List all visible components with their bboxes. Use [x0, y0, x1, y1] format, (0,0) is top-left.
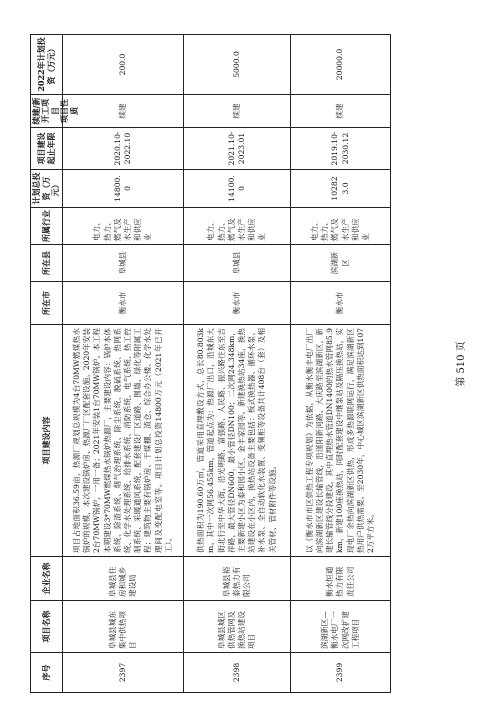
header-nature-line1: 续建/新开工项目 [31, 97, 60, 125]
cell-project-name: 滨湖新区—衡水电厂一次网改扩建工程项目 [291, 601, 391, 653]
cell-nature: 续建 [184, 95, 291, 128]
header-city: 所在市 [31, 282, 63, 325]
cell-nature: 续建 [291, 95, 391, 128]
cell-content: 供热面积为190.60万㎡，管道采用直埋敷设方式，总长80.803km。其中一次网56.455km，管道起点为：热源厂出口，沿城东大街北行至中华大街，沿光明路、富强路、人民路、振兴路往东至吉祥路，最大管径DN600，最小管径DN100；二次网24.348km，主要新建小区为泰和园小区、金丰家园等。新建换热站34座，换热站建设在小区内，换热站设备主要包括：板式换热器、循环水泵、补水泵、全自动软化水装置、变频柜等设备共计408台（套）及相关管材、管材附件等设施。 [184, 325, 291, 557]
page-number: 第 510 页 [456, 341, 467, 387]
cell-project-name: 阜城县城区供热管网及换热站建设项目 [184, 601, 291, 653]
cell-county: 阜城县 [184, 245, 291, 282]
table-header-row [31, 35, 63, 693]
cell-county: 滨湖新区 [291, 245, 391, 282]
cell-nature: 续建 [63, 95, 184, 128]
cell-company: 阜城县住房和城乡建设局 [63, 557, 184, 601]
cell-plan-2022: 20000.0 [291, 35, 391, 95]
cell-industry: 电力、热力、燃气及水生产和供应业 [291, 208, 391, 245]
header-county: 所在县 [31, 245, 63, 282]
cell-total-investment: 102823.0 [291, 170, 391, 208]
header-industry: 所属行业 [31, 208, 63, 245]
header-total-investment: 计划总投资（万元） [31, 170, 63, 208]
cell-city: 衡水市 [184, 282, 291, 325]
cell-city: 衡水市 [291, 282, 391, 325]
table-row [63, 35, 184, 693]
cell-content: 以《衡水市市区供热工程专项规划》为依据，从衡水衡丰电厂出厂向滨湖新区建设长输管线，沿滏阳新河路、大庆路至滨湖新区，新建长输管线分段建设，其中直埋热水管道DN1400的热水管网85.9km，新建100座换热站，同时配套建设中继泵站及隔压换热站，实现电厂余热向滨湖新区供热，形成多热源联网运行，满足滨湖新区热用户供热需要。至2030年，中心城区滨湖新区供热面积达到1072万平方米。 [291, 325, 391, 557]
cell-period: 2020.10-2022.10 [63, 128, 184, 170]
cell-plan-2022: 200.0 [63, 35, 184, 95]
header-content: 项目建设内容 [31, 325, 63, 557]
project-table [30, 34, 391, 693]
cell-seq: 2398 [184, 653, 291, 693]
cell-project-name: 阜城县城东集中供热项目 [63, 601, 184, 653]
cell-period: 2019.10-2030.12 [291, 128, 391, 170]
cell-county: 阜城县 [63, 245, 184, 282]
cell-company: 衡水恒通热力有限责任公司 [291, 557, 391, 601]
header-seq: 序号 [31, 653, 63, 693]
header-project-name: 项目名称 [31, 601, 63, 653]
header-nature-line2: 项目性质 [59, 99, 79, 123]
header-company: 企业名称 [31, 557, 63, 601]
cell-period: 2021.10-2023.01 [184, 128, 291, 170]
cell-industry: 电力、热力、燃气及水生产和供应业 [184, 208, 291, 245]
cell-total-investment: 14100.0 [184, 170, 291, 208]
cell-seq: 2399 [291, 653, 391, 693]
cell-plan-2022: 5000.0 [184, 35, 291, 95]
cell-industry: 电力、热力、燃气及水生产和供应业 [63, 208, 184, 245]
cell-seq: 2397 [63, 653, 184, 693]
header-period: 项目建设起止年限 [31, 128, 63, 170]
cell-company: 阜城县裕泰热力有限公司 [184, 557, 291, 601]
cell-city: 衡水市 [63, 282, 184, 325]
cell-total-investment: 14800.0 [63, 170, 184, 208]
header-project-nature [31, 95, 79, 128]
table-row [184, 35, 291, 693]
table-row [291, 35, 391, 693]
header-plan-2022: 2022年计划投资（万元） [31, 35, 63, 95]
cell-content: 项目占地面积36.59亩，热源厂规划总规模为4台70MW燃煤热水锅炉的规模，本次建设锅炉房、热源厂厂区配套设施。2020年安装2台70MW锅炉，一用一备；2021年安装1台70MW锅炉。本工程本期建设3*70MW燃煤热水锅炉热源厂，主要建设内容：锅炉本体系统、除渣系统、烟气治理系统、除尘系统、脱硫系统、热网系统、化学水处理系统、给排水系统、消防系统、电气系统、热工控制系统、采暖通风系统，配套建设厂区道路、围墙、绿化等附属工程；建筑物主要有锅炉房、干煤棚、渣仓、综合办公楼、化学水处理间及变配电室等。项目计划总投资14800万元（2021年已开工）。 [63, 325, 184, 557]
